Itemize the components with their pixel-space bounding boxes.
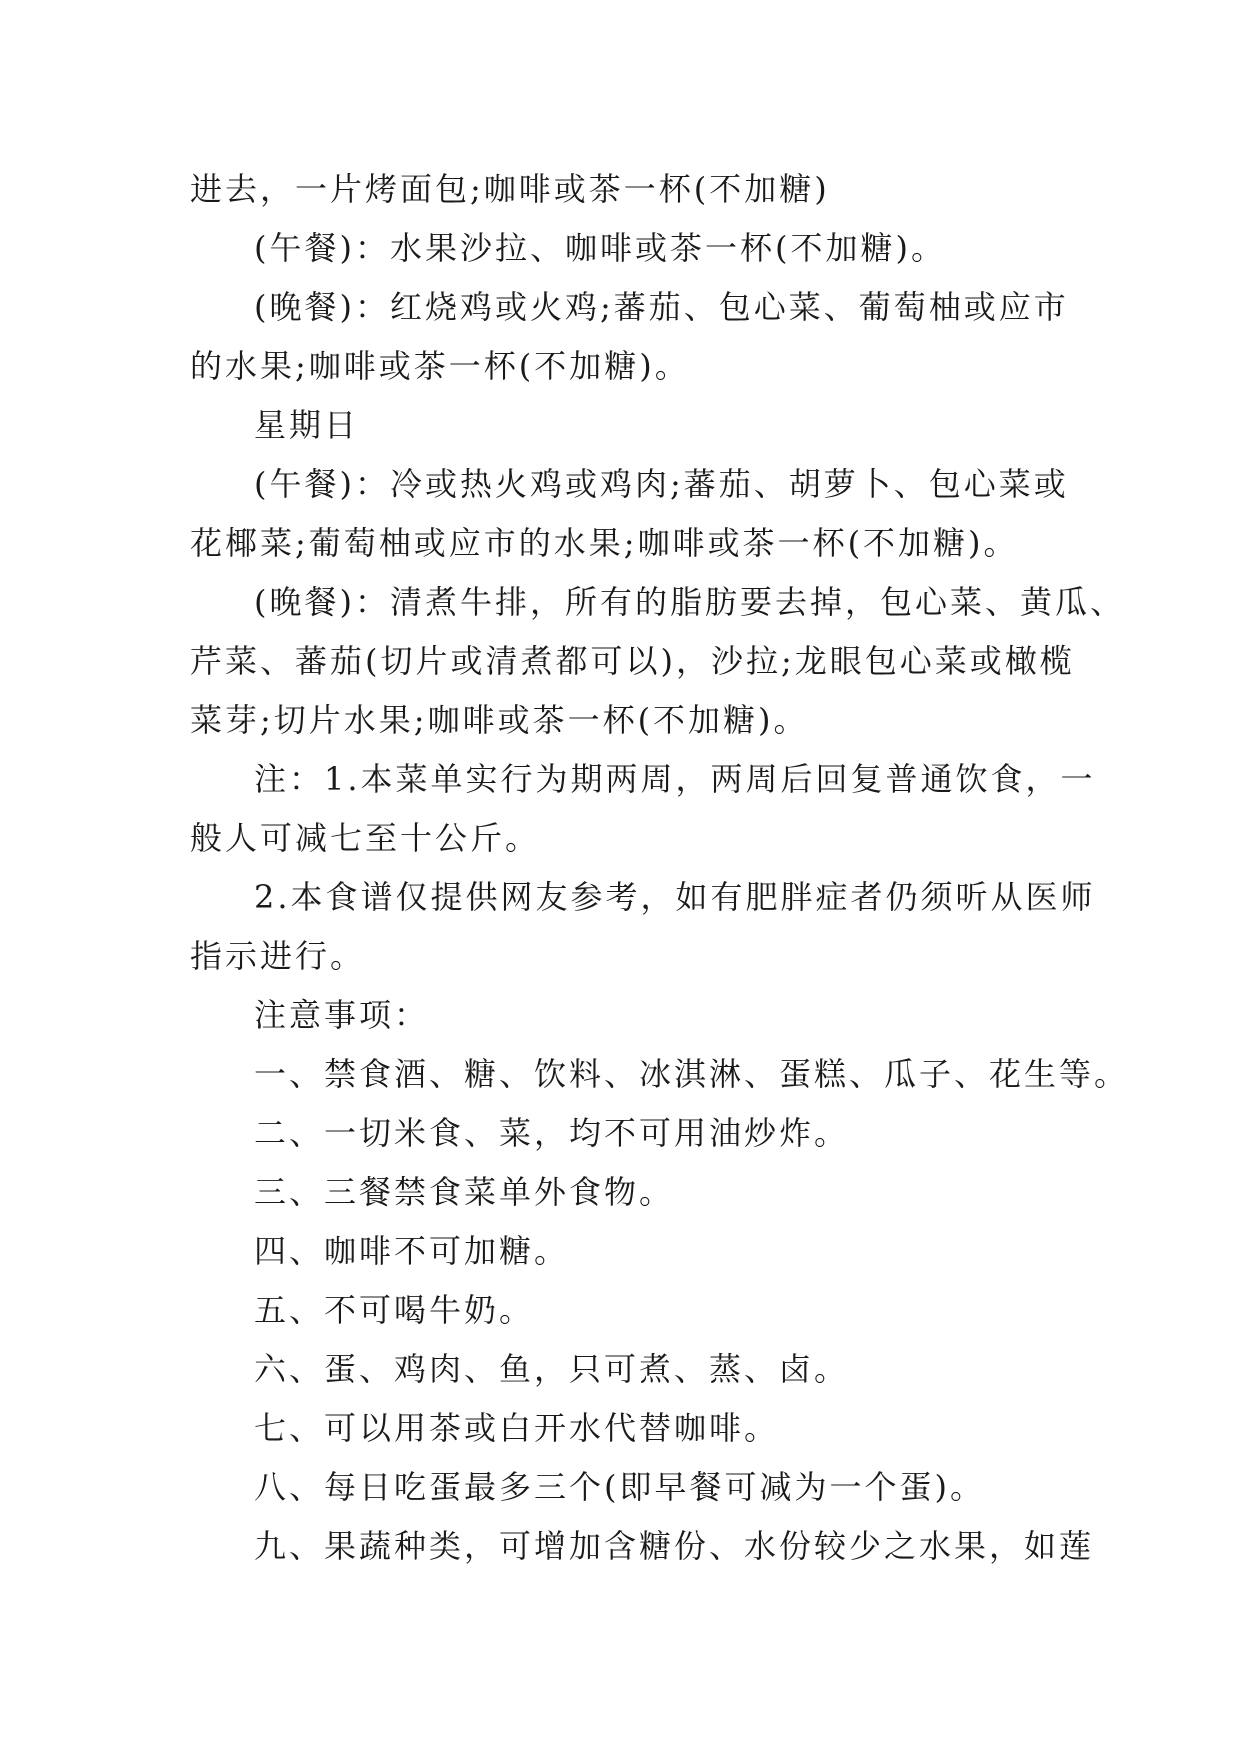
list-item: 六、蛋、鸡肉、鱼，只可煮、蒸、卤。 (254, 1350, 850, 1388)
list-item: 四、咖啡不可加糖。 (254, 1232, 570, 1270)
note-line: 般人可减七至十公斤。 (190, 819, 541, 857)
list-item: 九、果蔬种类，可增加含糖份、水份较少之水果，如莲 (254, 1527, 1095, 1565)
text-line: 芹菜、蕃茄(切片或清煮都可以)，沙拉;龙眼包心菜或橄榄 (190, 642, 1075, 680)
list-item: 七、可以用茶或白开水代替咖啡。 (254, 1409, 780, 1447)
list-item: 二、一切米食、菜，均不可用油炒炸。 (254, 1114, 850, 1152)
text-line: 花椰菜;葡萄柚或应市的水果;咖啡或茶一杯(不加糖)。 (190, 524, 1019, 562)
text-line: (晚餐)：红烧鸡或火鸡;蕃茄、包心菜、葡萄柚或应市 (254, 288, 1069, 326)
text-line: 菜芽;切片水果;咖啡或茶一杯(不加糖)。 (190, 701, 809, 739)
section-heading: 注意事项： (254, 996, 430, 1034)
text-line: 的水果;咖啡或茶一杯(不加糖)。 (190, 347, 690, 385)
document-page (190, 160, 1130, 1576)
note-line: 指示进行。 (190, 937, 366, 975)
section-heading: 星期日 (254, 406, 360, 444)
text-line: (晚餐)：清煮牛排，所有的脂肪要去掉，包心菜、黄瓜、 (254, 583, 1125, 621)
list-item: 一、禁食酒、糖、饮料、冰淇淋、蛋糕、瓜子、花生等。 (254, 1055, 1130, 1093)
note-line: 2.本食谱仅提供网友参考，如有肥胖症者仍须听从医师 (254, 878, 1096, 916)
text-line: 进去，一片烤面包;咖啡或茶一杯(不加糖) (190, 170, 830, 208)
note-line: 注：1.本菜单实行为期两周，两周后回复普通饮食，一 (254, 760, 1096, 798)
list-item: 八、每日吃蛋最多三个(即早餐可减为一个蛋)。 (254, 1468, 985, 1506)
text-line: (午餐)：水果沙拉、咖啡或茶一杯(不加糖)。 (254, 229, 946, 267)
list-item: 五、不可喝牛奶。 (254, 1291, 535, 1329)
text-line: (午餐)：冷或热火鸡或鸡肉;蕃茄、胡萝卜、包心菜或 (254, 465, 1069, 503)
list-item: 三、三餐禁食菜单外食物。 (254, 1173, 675, 1211)
